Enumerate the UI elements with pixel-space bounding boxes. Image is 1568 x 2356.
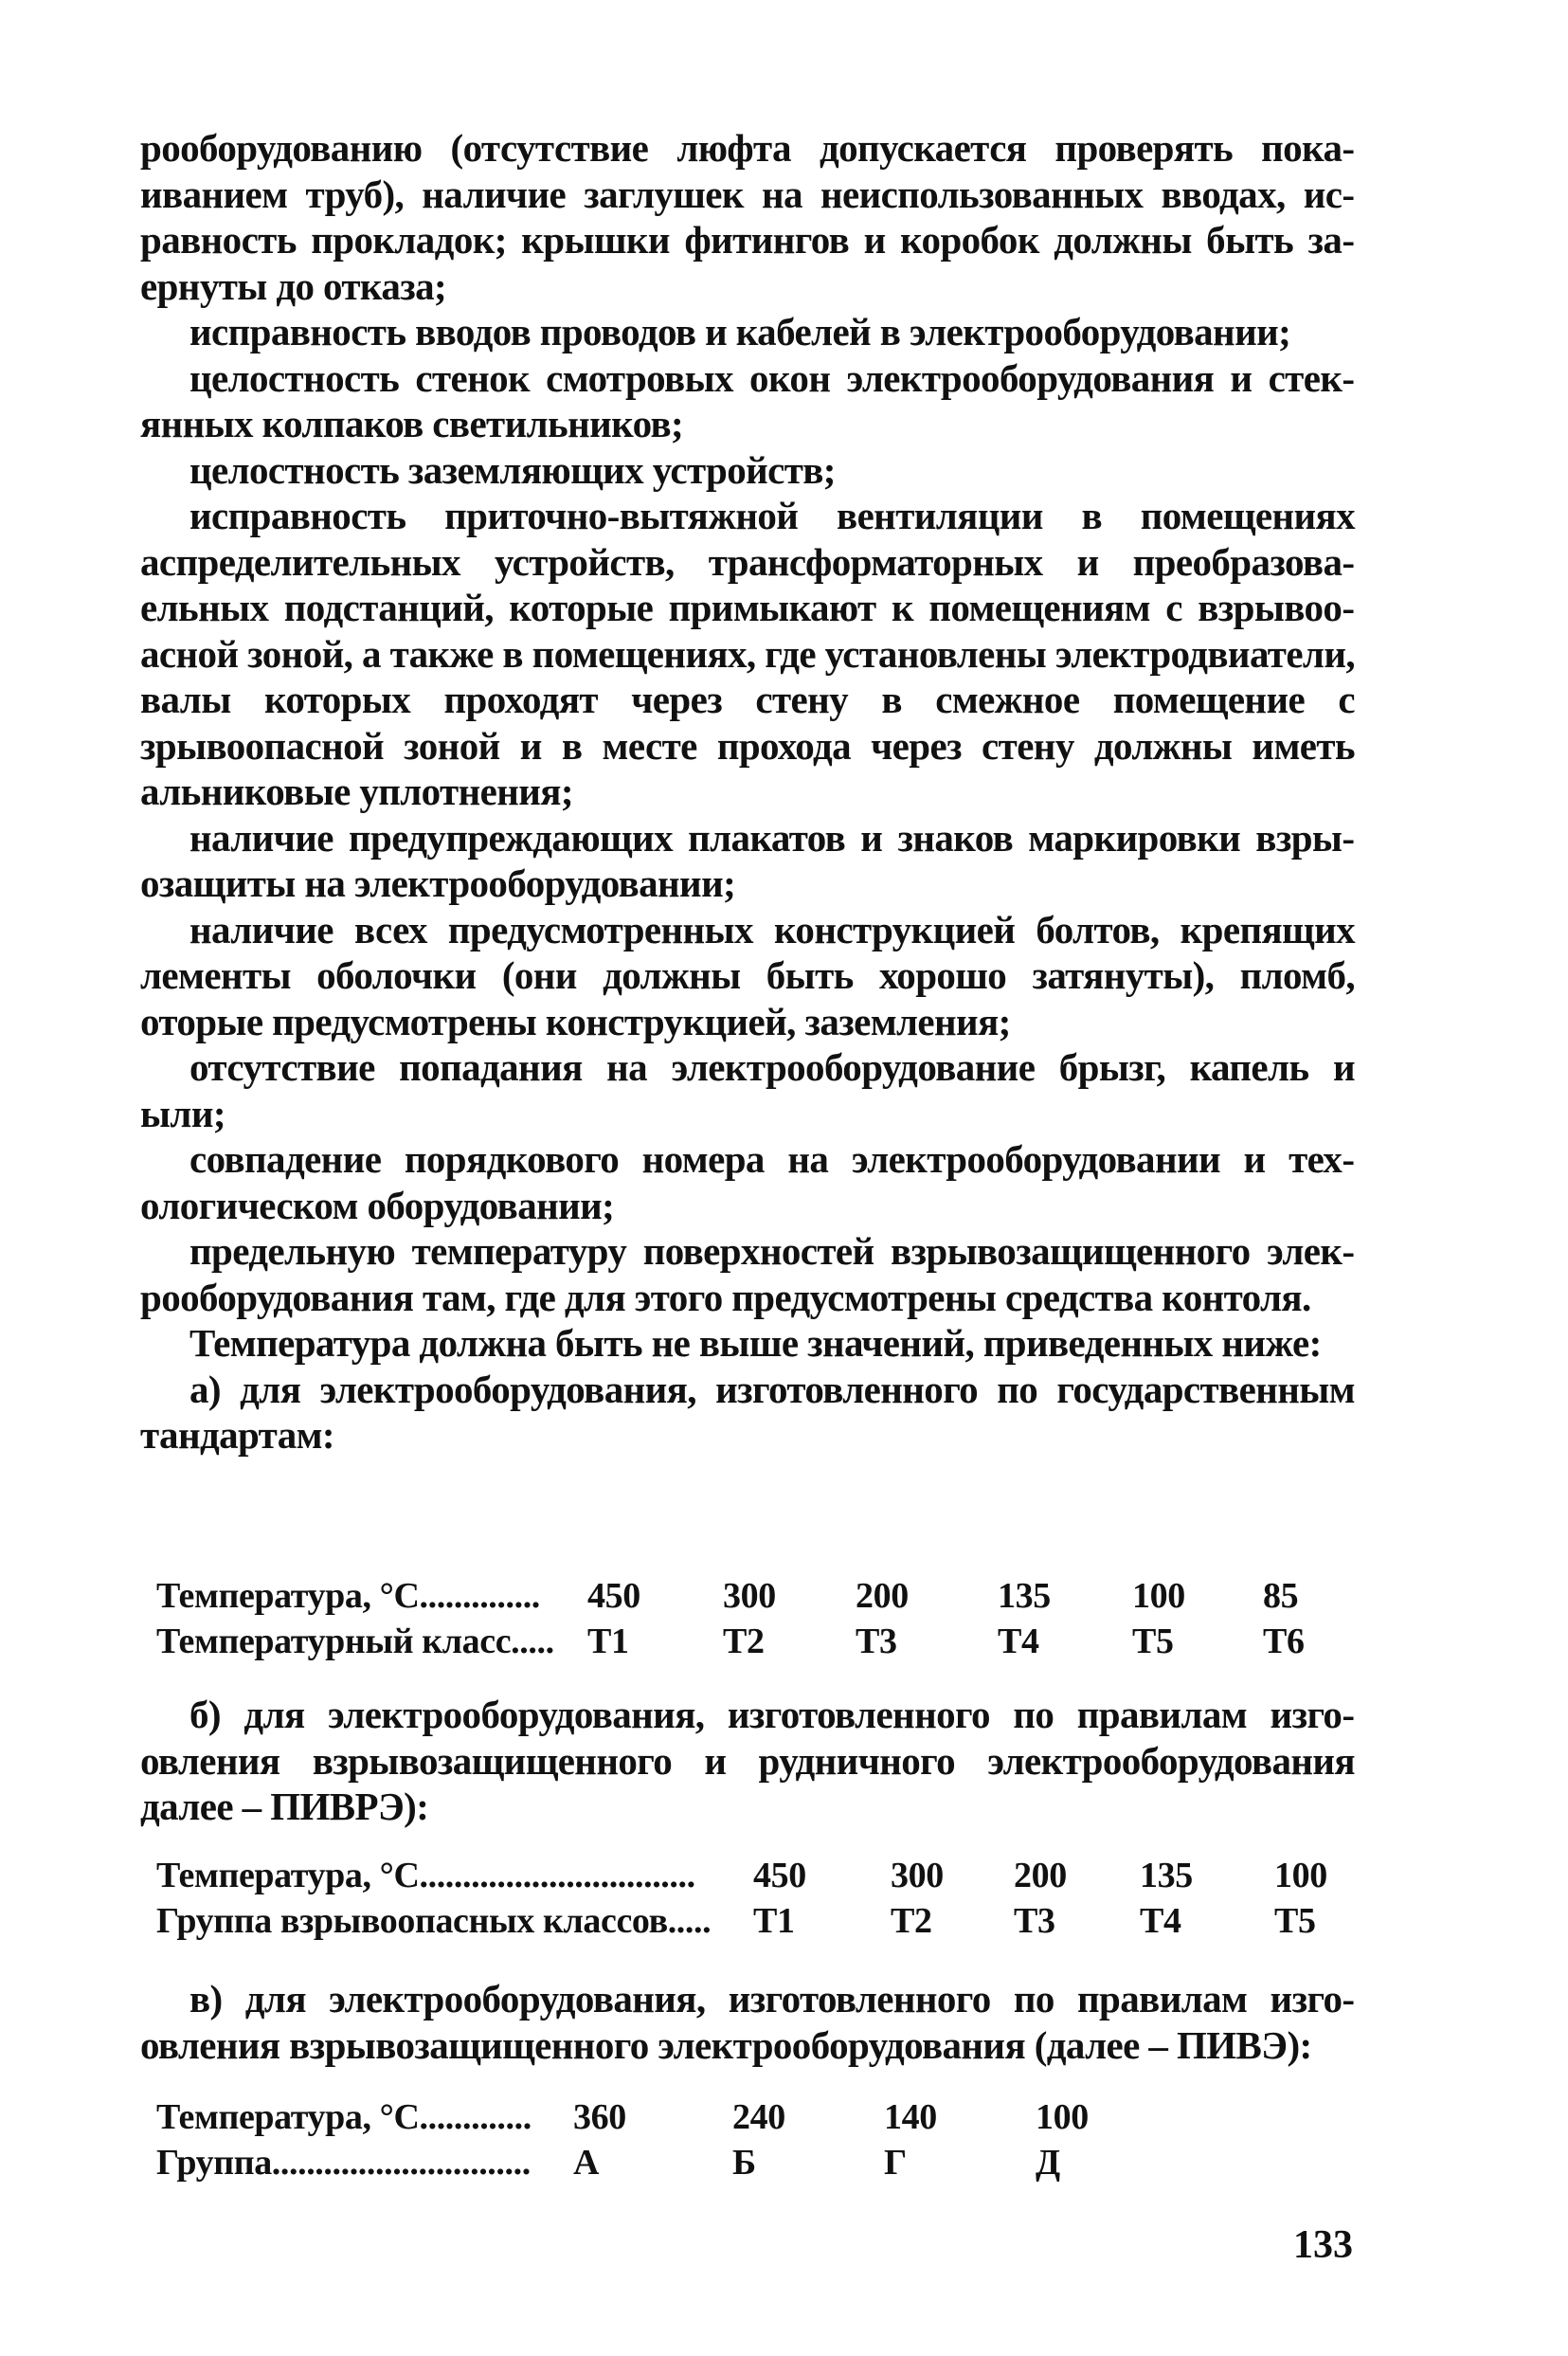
paragraph-numbering: совпадение порядкового номера на электрооборудовании и техологическом оборудовании;: [140, 1137, 1355, 1227]
table-cell: 100: [1036, 2097, 1089, 2137]
table-cell: А: [573, 2143, 600, 2183]
paragraph-ventilation: исправность приточно-вытяжной вентиляции в помещениях аспределительных устройств, трансформаторных и преобразоваельных подстанций, которые примыкают к помещениям с взрывооасной зоной, а также в помещениях, где установлены электродвиатели, валы которых проходят через стену в смежное помещение с зрывоопасной зоной и в месте прохода через стену должны иметь альниковые уплотнения;: [140, 494, 1355, 813]
table-cell: 300: [891, 1856, 944, 1895]
table-cell: 100: [1274, 1856, 1327, 1895]
row-label: Температура, °С................................: [156, 1856, 695, 1895]
table-cell: Г: [884, 2143, 907, 2183]
paragraph-grounding: целостность заземляющих устройств;: [189, 447, 836, 492]
table-cell: 300: [723, 1576, 776, 1616]
row-label: Группа..............................: [156, 2143, 531, 2183]
table-cell: 450: [753, 1856, 806, 1895]
paragraph-a: а) для электрооборудования, изготовленного по государственным тандартам:: [140, 1367, 1355, 1457]
paragraph-placards: наличие предупреждающих плакатов и знаков маркировки взрыозащиты на электрооборудовании;: [140, 815, 1355, 905]
table-cell: 450: [587, 1576, 640, 1616]
table-cell: Т4: [998, 1622, 1039, 1661]
table-cell: Д: [1036, 2143, 1060, 2183]
table-cell: 135: [998, 1576, 1051, 1616]
paragraph-b-block: [140, 1692, 1355, 1830]
page-number: 133: [1293, 2223, 1353, 2267]
table-cell: 360: [573, 2097, 626, 2137]
table-cell: Т5: [1132, 1622, 1174, 1661]
table-cell: Т1: [753, 1901, 795, 1941]
table-cell: 200: [1014, 1856, 1067, 1895]
paragraph-b: б) для электрооборудования, изготовленного по правилам изгоовления взрывозащищенного и рудничного электрооборудования далее – ПИВРЭ):: [140, 1693, 1355, 1828]
table-cell: 240: [732, 2097, 785, 2137]
paragraph-inputs: исправность вводов проводов и кабелей в электрооборудовании;: [189, 310, 1291, 353]
paragraph-temp-intro: Температура должна быть не выше значений, приведенных ниже:: [189, 1321, 1322, 1365]
row-label: Температура, °С.............: [156, 2097, 532, 2137]
table-cell: 200: [856, 1576, 909, 1616]
table-cell: 140: [884, 2097, 937, 2137]
table-cell: Т6: [1263, 1622, 1305, 1661]
table-cell: Т1: [587, 1622, 629, 1661]
paragraph-windows: целостность стенок смотровых окон электрооборудования и стекянных колпаков светильников;: [140, 355, 1355, 445]
table-cell: Т2: [891, 1901, 932, 1941]
paragraph-c-block: [140, 1976, 1355, 2068]
row-label: Температурный класс.....: [156, 1622, 554, 1661]
table-cell: Т5: [1274, 1901, 1316, 1941]
table-cell: Б: [732, 2143, 756, 2183]
row-label: Группа взрывоопасных классов.....: [156, 1901, 712, 1941]
table-cell: 85: [1263, 1576, 1299, 1616]
table-cell: Т3: [856, 1622, 897, 1661]
body-text: [140, 125, 1355, 1459]
paragraph-continuation: рооборудованию (отсутствие люфта допускается проверять покаиванием труб), наличие заглушек на неиспользованных вводах, исравность прокладок; крышки фитингов и коробок должны быть заернуты до отказа;: [140, 126, 1355, 308]
paragraph-surface-temp: предельную температуру поверхностей взрывозащищенного элекрооборудования там, где для этого предусмотрены средства контоля.: [140, 1229, 1355, 1319]
row-label: Температура, °С..............: [156, 1576, 540, 1616]
paragraph-splashes: отсутствие попадания на электрооборудование брызг, капель и ыли;: [140, 1045, 1355, 1135]
table-cell: Т3: [1014, 1901, 1055, 1941]
paragraph-bolts: наличие всех предусмотренных конструкцией болтов, крепящих лементы оболочки (они должны быть хорошо затянуты), пломб, оторые предусмотрены конструкцией, заземления;: [140, 907, 1355, 1043]
paragraph-c: в) для электрооборудования, изготовленного по правилам изгоовления взрывозащищенного электрооборудования (далее – ПИВЭ):: [140, 1977, 1355, 2067]
table-cell: Т2: [723, 1622, 765, 1661]
table-cell: 135: [1140, 1856, 1193, 1895]
table-cell: Т4: [1140, 1901, 1181, 1941]
table-cell: 100: [1132, 1576, 1185, 1616]
